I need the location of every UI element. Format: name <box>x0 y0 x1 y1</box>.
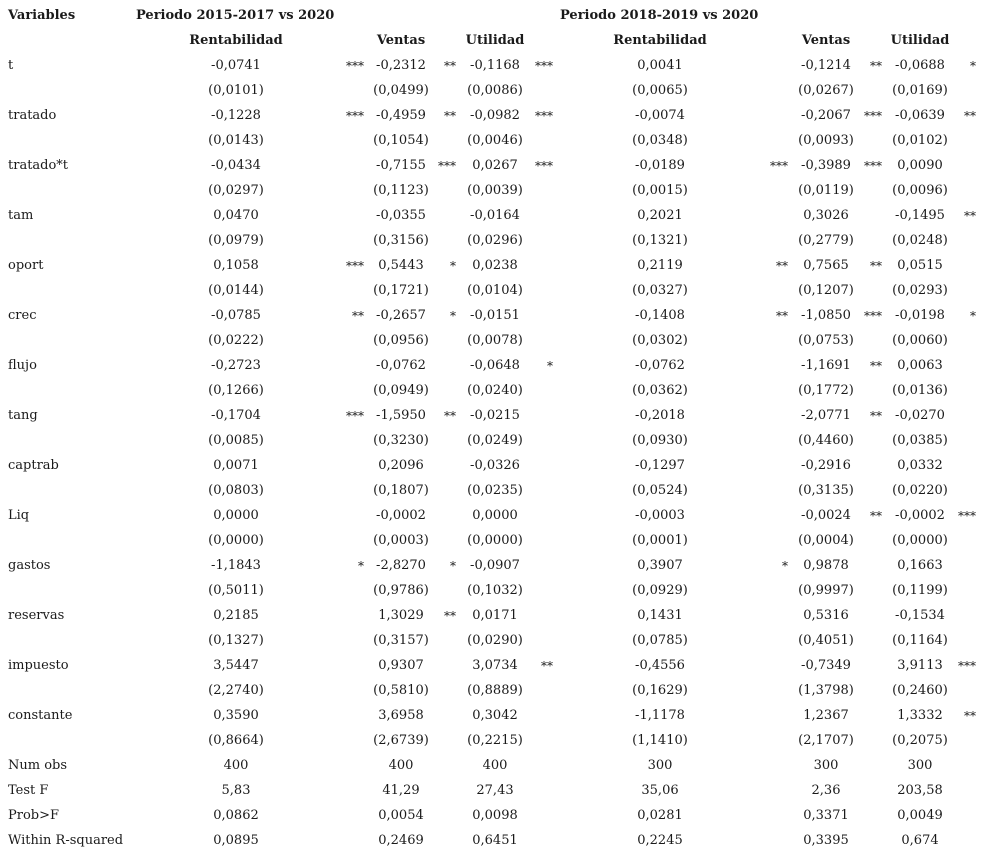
std-error-cell: (0,1266) <box>208 383 264 398</box>
coefficient-cell: 0,0000 <box>472 508 518 523</box>
coefficient-cell: 3,9113 <box>897 658 943 673</box>
std-error-cell: (0,0267) <box>798 83 854 98</box>
column-header: Ventas <box>801 33 851 48</box>
std-error-cell: (0,0078) <box>467 333 523 348</box>
std-error-cell: (0,0085) <box>208 433 264 448</box>
coefficient-cell: -2,8270 <box>376 558 426 573</box>
column-header: Utilidad <box>465 33 525 48</box>
std-error-cell: (0,0102) <box>892 133 948 148</box>
stat-value: 203,58 <box>897 783 943 798</box>
significance-stars: ** <box>870 509 882 523</box>
row-label: reservas <box>8 608 65 623</box>
coefficient-cell: 1,3029 <box>378 608 424 623</box>
std-error-cell: (0,0220) <box>892 483 948 498</box>
std-error-cell: (0,9786) <box>373 583 429 598</box>
significance-stars: ** <box>870 259 882 273</box>
coefficient-cell: -0,0648 <box>470 358 520 373</box>
std-error-cell: (0,0039) <box>467 183 523 198</box>
row-label: gastos <box>8 558 51 573</box>
std-error-cell: (0,0293) <box>892 283 948 298</box>
significance-stars: *** <box>770 159 788 173</box>
std-error-cell: (0,0000) <box>467 533 523 548</box>
coefficient-cell: 0,0267 <box>472 158 518 173</box>
row-label: impuesto <box>8 658 69 673</box>
significance-stars: *** <box>346 109 364 123</box>
std-error-cell: (0,0060) <box>892 333 948 348</box>
significance-stars: ** <box>444 609 456 623</box>
std-error-cell: (0,0302) <box>632 333 688 348</box>
stat-value: 300 <box>813 758 839 773</box>
stat-value: 0,2469 <box>378 833 424 848</box>
significance-stars: * <box>970 59 976 73</box>
coefficient-cell: 0,1431 <box>637 608 683 623</box>
column-header: Ventas <box>376 33 426 48</box>
coefficient-cell: -0,4556 <box>635 658 685 673</box>
coefficient-cell: 0,2185 <box>213 608 259 623</box>
std-error-cell: (0,0144) <box>208 283 264 298</box>
std-error-cell: (0,1123) <box>373 183 429 198</box>
std-error-cell: (0,0803) <box>208 483 264 498</box>
std-error-cell: (0,0296) <box>467 233 523 248</box>
coefficient-cell: -0,2916 <box>801 458 851 473</box>
significance-stars: ** <box>541 659 553 673</box>
std-error-cell: (0,0096) <box>892 183 948 198</box>
std-error-cell: (0,1321) <box>632 233 688 248</box>
coefficient-cell: -0,0215 <box>470 408 520 423</box>
significance-stars: *** <box>958 659 976 673</box>
significance-stars: *** <box>346 59 364 73</box>
std-error-cell: (0,3230) <box>373 433 429 448</box>
coefficient-cell: 1,3332 <box>897 708 943 723</box>
std-error-cell: (1,3798) <box>798 683 854 698</box>
std-error-cell: (1,1410) <box>632 733 688 748</box>
std-error-cell: (0,1032) <box>467 583 523 598</box>
std-error-cell: (0,0143) <box>208 133 264 148</box>
coefficient-cell: 0,1663 <box>897 558 943 573</box>
coefficient-cell: 0,0063 <box>897 358 943 373</box>
coefficient-cell: 0,9307 <box>378 658 424 673</box>
significance-stars: ** <box>444 109 456 123</box>
coefficient-cell: -0,0164 <box>470 208 520 223</box>
std-error-cell: (0,0104) <box>467 283 523 298</box>
stat-value: 0,0098 <box>472 808 518 823</box>
std-error-cell: (0,0000) <box>892 533 948 548</box>
column-header: Rentabilidad <box>189 33 283 48</box>
stat-value: 2,36 <box>811 783 841 798</box>
std-error-cell: (0,1164) <box>892 633 948 648</box>
significance-stars: ** <box>352 309 364 323</box>
coefficient-cell: -0,0326 <box>470 458 520 473</box>
significance-stars: ** <box>964 109 976 123</box>
std-error-cell: (0,0235) <box>467 483 523 498</box>
std-error-cell: (0,3156) <box>373 233 429 248</box>
coefficient-cell: 0,5316 <box>803 608 849 623</box>
stat-label: Test F <box>8 783 49 798</box>
std-error-cell: (0,0093) <box>798 133 854 148</box>
std-error-cell: (2,6739) <box>373 733 429 748</box>
std-error-cell: (2,1707) <box>798 733 854 748</box>
std-error-cell: (0,0222) <box>208 333 264 348</box>
row-label: Liq <box>8 508 30 523</box>
coefficient-cell: 1,2367 <box>803 708 849 723</box>
significance-stars: * <box>450 259 456 273</box>
coefficient-cell: -0,1228 <box>211 108 261 123</box>
coefficient-cell: -1,1178 <box>635 708 685 723</box>
coefficient-cell: -0,0189 <box>635 158 685 173</box>
stat-value: 0,2245 <box>637 833 683 848</box>
coefficient-cell: 0,3590 <box>213 708 259 723</box>
stat-label: Num obs <box>8 758 68 773</box>
coefficient-cell: -1,1843 <box>211 558 261 573</box>
std-error-cell: (0,0046) <box>467 133 523 148</box>
std-error-cell: (0,0290) <box>467 633 523 648</box>
stat-label: Prob>F <box>8 808 60 823</box>
stat-label: Within R-squared <box>8 833 124 848</box>
coefficient-cell: -0,0785 <box>211 308 261 323</box>
std-error-cell: (0,1772) <box>798 383 854 398</box>
row-label: flujo <box>8 358 37 373</box>
std-error-cell: (0,1207) <box>798 283 854 298</box>
std-error-cell: (0,0000) <box>208 533 264 548</box>
coefficient-cell: 0,0071 <box>213 458 259 473</box>
significance-stars: *** <box>535 159 553 173</box>
significance-stars: * <box>547 359 553 373</box>
std-error-cell: (0,0385) <box>892 433 948 448</box>
stat-value: 400 <box>223 758 249 773</box>
coefficient-cell: -0,0741 <box>211 58 261 73</box>
column-header: Utilidad <box>890 33 950 48</box>
std-error-cell: (0,4051) <box>798 633 854 648</box>
stat-value: 0,0895 <box>213 833 259 848</box>
coefficient-cell: -0,2723 <box>211 358 261 373</box>
std-error-cell: (2,2740) <box>208 683 264 698</box>
significance-stars: *** <box>864 159 882 173</box>
coefficient-cell: -0,2657 <box>376 308 426 323</box>
significance-stars: *** <box>958 509 976 523</box>
coefficient-cell: -0,0762 <box>635 358 685 373</box>
row-label: tratado <box>8 108 57 123</box>
std-error-cell: (0,0086) <box>467 83 523 98</box>
std-error-cell: (0,0327) <box>632 283 688 298</box>
coefficient-cell: -0,1214 <box>801 58 851 73</box>
period-header: Periodo 2015-2017 vs 2020 <box>136 8 335 23</box>
coefficient-cell: 0,0090 <box>897 158 943 173</box>
std-error-cell: (0,2779) <box>798 233 854 248</box>
std-error-cell: (0,0979) <box>208 233 264 248</box>
coefficient-cell: 0,3042 <box>472 708 518 723</box>
row-label: captrab <box>8 458 59 473</box>
coefficient-cell: 3,0734 <box>472 658 518 673</box>
coefficient-cell: -0,2067 <box>801 108 851 123</box>
std-error-cell: (0,8664) <box>208 733 264 748</box>
row-label: tam <box>8 208 34 223</box>
coefficient-cell: -1,1691 <box>801 358 851 373</box>
coefficient-cell: -0,0907 <box>470 558 520 573</box>
significance-stars: * <box>970 309 976 323</box>
coefficient-cell: -0,0762 <box>376 358 426 373</box>
significance-stars: ** <box>870 59 882 73</box>
std-error-cell: (0,8889) <box>467 683 523 698</box>
coefficient-cell: 0,0332 <box>897 458 943 473</box>
significance-stars: *** <box>864 309 882 323</box>
std-error-cell: (0,2215) <box>467 733 523 748</box>
std-error-cell: (0,2460) <box>892 683 948 698</box>
coefficient-cell: -0,0002 <box>895 508 945 523</box>
std-error-cell: (0,0249) <box>467 433 523 448</box>
std-error-cell: (0,0929) <box>632 583 688 598</box>
coefficient-cell: -0,7155 <box>376 158 426 173</box>
significance-stars: * <box>358 559 364 573</box>
significance-stars: *** <box>346 409 364 423</box>
stat-value: 300 <box>907 758 933 773</box>
coefficient-cell: 0,3026 <box>803 208 849 223</box>
std-error-cell: (0,0785) <box>632 633 688 648</box>
coefficient-cell: -1,5950 <box>376 408 426 423</box>
significance-stars: *** <box>864 109 882 123</box>
stat-value: 0,0049 <box>897 808 943 823</box>
coefficient-cell: -0,0982 <box>470 108 520 123</box>
coefficient-cell: -0,0270 <box>895 408 945 423</box>
coefficient-cell: -0,0688 <box>895 58 945 73</box>
column-header: Rentabilidad <box>613 33 707 48</box>
stat-value: 5,83 <box>221 783 251 798</box>
row-label: t <box>8 58 14 73</box>
std-error-cell: (0,1054) <box>373 133 429 148</box>
std-error-cell: (0,1807) <box>373 483 429 498</box>
stat-value: 300 <box>647 758 673 773</box>
significance-stars: *** <box>438 159 456 173</box>
period-header: Periodo 2018-2019 vs 2020 <box>560 8 759 23</box>
std-error-cell: (0,1327) <box>208 633 264 648</box>
coefficient-cell: 0,2021 <box>637 208 683 223</box>
coefficient-cell: -0,1495 <box>895 208 945 223</box>
coefficient-cell: -0,0003 <box>635 508 685 523</box>
std-error-cell: (0,9997) <box>798 583 854 598</box>
std-error-cell: (0,1629) <box>632 683 688 698</box>
coefficient-cell: 0,1058 <box>213 258 259 273</box>
std-error-cell: (0,3157) <box>373 633 429 648</box>
std-error-cell: (0,0136) <box>892 383 948 398</box>
std-error-cell: (0,0003) <box>373 533 429 548</box>
coefficient-cell: -0,2018 <box>635 408 685 423</box>
coefficient-cell: -0,0024 <box>801 508 851 523</box>
std-error-cell: (0,0015) <box>632 183 688 198</box>
std-error-cell: (0,2075) <box>892 733 948 748</box>
variables-header: Variables <box>8 8 76 23</box>
std-error-cell: (0,0930) <box>632 433 688 448</box>
coefficient-cell: 0,2119 <box>637 258 683 273</box>
row-label: crec <box>8 308 37 323</box>
std-error-cell: (0,1721) <box>373 283 429 298</box>
std-error-cell: (0,0169) <box>892 83 948 98</box>
std-error-cell: (0,0348) <box>632 133 688 148</box>
std-error-cell: (0,0362) <box>632 383 688 398</box>
significance-stars: ** <box>776 309 788 323</box>
coefficient-cell: -1,0850 <box>801 308 851 323</box>
std-error-cell: (0,0248) <box>892 233 948 248</box>
row-label: tratado*t <box>8 158 69 173</box>
coefficient-cell: -0,2312 <box>376 58 426 73</box>
coefficient-cell: 0,2096 <box>378 458 424 473</box>
coefficient-cell: -0,1704 <box>211 408 261 423</box>
stat-value: 0,0862 <box>213 808 259 823</box>
std-error-cell: (0,0240) <box>467 383 523 398</box>
coefficient-cell: -0,0002 <box>376 508 426 523</box>
significance-stars: ** <box>964 209 976 223</box>
std-error-cell: (0,5011) <box>208 583 264 598</box>
coefficient-cell: -0,0355 <box>376 208 426 223</box>
std-error-cell: (0,0949) <box>373 383 429 398</box>
coefficient-cell: -0,0151 <box>470 308 520 323</box>
coefficient-cell: -0,1408 <box>635 308 685 323</box>
std-error-cell: (0,0101) <box>208 83 264 98</box>
significance-stars: * <box>450 309 456 323</box>
coefficient-cell: 0,0171 <box>472 608 518 623</box>
std-error-cell: (0,0004) <box>798 533 854 548</box>
coefficient-cell: 0,0041 <box>637 58 683 73</box>
stat-value: 0,3395 <box>803 833 849 848</box>
coefficient-cell: 0,0238 <box>472 258 518 273</box>
std-error-cell: (0,4460) <box>798 433 854 448</box>
std-error-cell: (0,1199) <box>892 583 948 598</box>
significance-stars: *** <box>346 259 364 273</box>
stat-value: 27,43 <box>476 783 514 798</box>
std-error-cell: (0,5810) <box>373 683 429 698</box>
coefficient-cell: -0,1297 <box>635 458 685 473</box>
coefficient-cell: -0,7349 <box>801 658 851 673</box>
coefficient-cell: 0,0470 <box>213 208 259 223</box>
coefficient-cell: -0,4959 <box>376 108 426 123</box>
stat-value: 41,29 <box>382 783 420 798</box>
significance-stars: ** <box>776 259 788 273</box>
coefficient-cell: -0,0434 <box>211 158 261 173</box>
coefficient-cell: 0,5443 <box>378 258 424 273</box>
coefficient-cell: -0,1534 <box>895 608 945 623</box>
coefficient-cell: 0,0000 <box>213 508 259 523</box>
stat-value: 0,0054 <box>378 808 424 823</box>
coefficient-cell: -0,0639 <box>895 108 945 123</box>
coefficient-cell: 3,5447 <box>213 658 259 673</box>
significance-stars: ** <box>964 709 976 723</box>
row-label: oport <box>8 258 44 273</box>
significance-stars: * <box>782 559 788 573</box>
std-error-cell: (0,0956) <box>373 333 429 348</box>
coefficient-cell: -2,0771 <box>801 408 851 423</box>
coefficient-cell: 0,7565 <box>803 258 849 273</box>
stat-value: 0,0281 <box>637 808 683 823</box>
coefficient-cell: 3,6958 <box>378 708 424 723</box>
coefficient-cell: -0,0074 <box>635 108 685 123</box>
std-error-cell: (0,0119) <box>798 183 854 198</box>
coefficient-cell: -0,1168 <box>470 58 520 73</box>
std-error-cell: (0,0524) <box>632 483 688 498</box>
std-error-cell: (0,0753) <box>798 333 854 348</box>
stat-value: 400 <box>388 758 414 773</box>
coefficient-cell: 0,9878 <box>803 558 849 573</box>
significance-stars: * <box>450 559 456 573</box>
coefficient-cell: -0,0198 <box>895 308 945 323</box>
significance-stars: *** <box>535 59 553 73</box>
std-error-cell: (0,0499) <box>373 83 429 98</box>
std-error-cell: (0,3135) <box>798 483 854 498</box>
coefficient-cell: 0,3907 <box>637 558 683 573</box>
stat-value: 0,674 <box>901 833 939 848</box>
significance-stars: ** <box>870 409 882 423</box>
stat-value: 0,6451 <box>472 833 518 848</box>
stat-value: 400 <box>482 758 508 773</box>
stat-value: 0,3371 <box>803 808 849 823</box>
std-error-cell: (0,0297) <box>208 183 264 198</box>
std-error-cell: (0,0001) <box>632 533 688 548</box>
coefficient-cell: -0,3989 <box>801 158 851 173</box>
row-label: tang <box>8 408 38 423</box>
row-label: constante <box>8 708 73 723</box>
significance-stars: *** <box>535 109 553 123</box>
significance-stars: ** <box>444 409 456 423</box>
coefficient-cell: 0,0515 <box>897 258 943 273</box>
std-error-cell: (0,0065) <box>632 83 688 98</box>
stat-value: 35,06 <box>641 783 679 798</box>
significance-stars: ** <box>870 359 882 373</box>
significance-stars: ** <box>444 59 456 73</box>
